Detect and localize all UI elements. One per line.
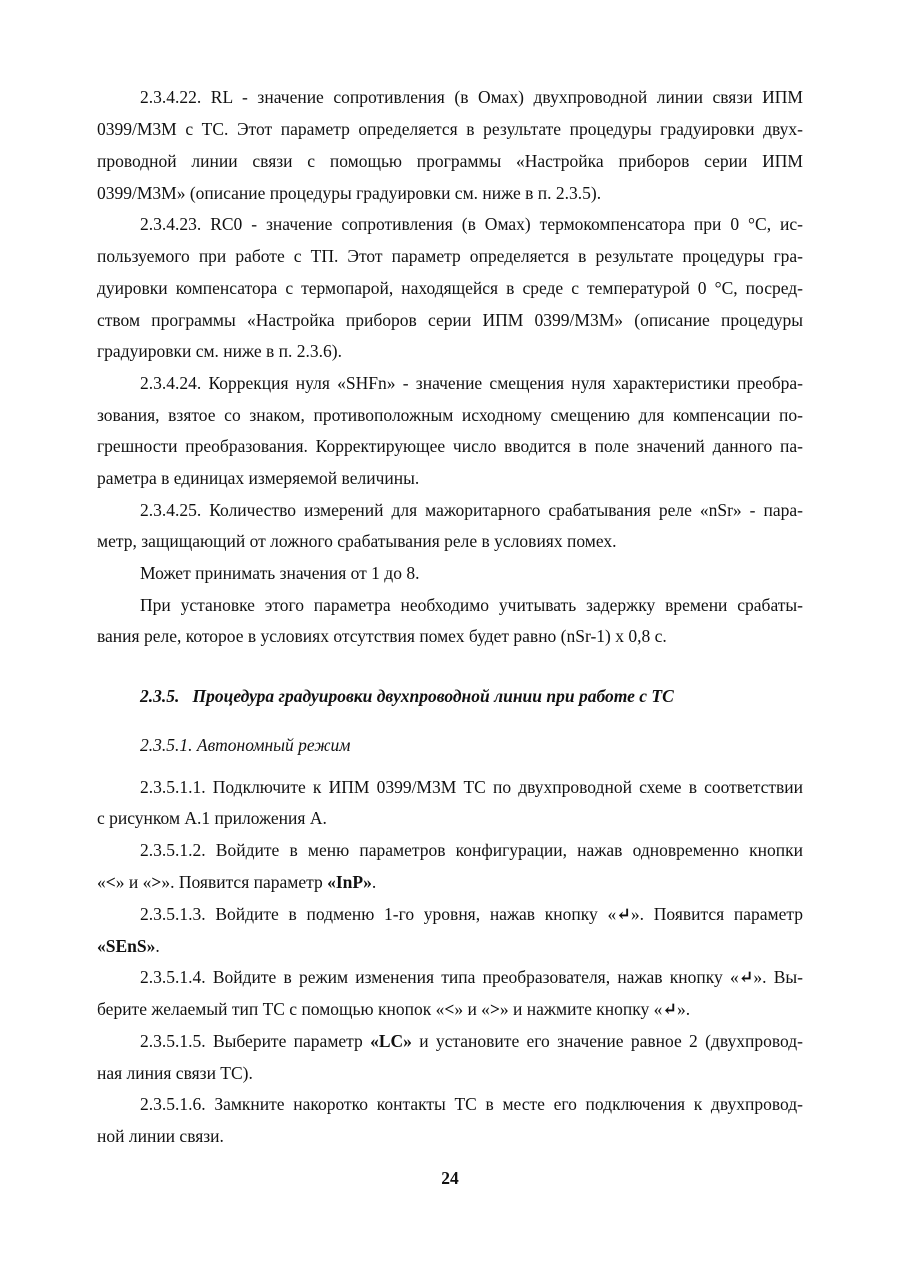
text-line: 2.3.4.23. RC0 - значение сопротивления (в Омах) термокомпенсатора при 0 °С, ис- (140, 214, 803, 234)
text-line: При установке этого параметра необходимо учитывать задержку времени срабаты- (140, 595, 803, 615)
enter-key-glyph: ↵ (662, 999, 678, 1019)
text-line: Может принимать значения от 1 до 8. (140, 563, 420, 583)
text-line: 0399/М3М» (описание процедуры градуировки см. ниже в п. 2.3.5). (97, 183, 602, 203)
text-line: 2.3.4.25. Количество измерений для мажоритарного срабатывания реле «nSr» - пара- (140, 500, 803, 520)
text-line: 0399/М3М с ТС. Этот параметр определяется в результате процедуры градуировки двух- (97, 119, 803, 139)
text-line: 2.3.5.1.6. Замкните накоротко контакты ТС в месте его подключения к двухпровод- (140, 1094, 803, 1114)
param-inp: «InP» (327, 872, 372, 892)
text-line: раметра в единицах измеряемой величины. (97, 468, 420, 488)
text-line: пользуемого при работе с ТП. Этот параметр определяется в результате процедуры гра- (97, 246, 803, 266)
text-line: грешности преобразования. Корректирующее число вводится в поле значений данного па- (97, 436, 803, 456)
text-line: 2.3.4.22. RL - значение сопротивления (в Омах) двухпроводной линии связи ИПМ (140, 87, 803, 107)
param-sens: «SEnS» (97, 936, 156, 956)
param-lc: «LC» (370, 1031, 412, 1051)
text-line: метр, защищающий от ложного срабатывания реле в условиях помех. (97, 531, 617, 551)
text-line: берите желаемый тип ТС с помощью кнопок «<» и «>» и нажмите кнопку «↵». (97, 999, 691, 1019)
text-line: зования, взятое со знаком, противоположным исходному смещению для компенсации по- (97, 405, 803, 425)
text-line: вания реле, которое в условиях отсутствия помех будет равно (nSr-1) х 0,8 с. (97, 626, 667, 646)
text-line: 2.3.5.1.5. Выберите параметр «LC» и установите его значение равное 2 (двухпровод- (140, 1031, 803, 1051)
text-line: проводной линии связи с помощью программы «Настройка приборов серии ИПМ (97, 151, 803, 171)
right-key-glyph: > (489, 999, 500, 1019)
text-line: дуировки компенсатора с термопарой, находящейся в среде с температурой 0 °С, посред- (97, 278, 803, 298)
text-line: 2.3.5.1.4. Войдите в режим изменения типа преобразователя, нажав кнопку «↵». Вы- (140, 967, 803, 987)
text-line: ством программы «Настройка приборов серии ИПМ 0399/М3М» (описание процедуры (97, 310, 803, 330)
enter-key-glyph: ↵ (616, 904, 631, 924)
text-line: 2.3.5.1.1. Подключите к ИПМ 0399/М3М ТС по двухпроводной схеме в соответствии (140, 777, 803, 797)
text-line: с рисунком А.1 приложения А. (97, 808, 327, 828)
subsection-heading: 2.3.5.1. Автономный режим (140, 735, 351, 755)
text-line: ной линии связи. (97, 1126, 224, 1146)
text-line: ная линия связи ТС). (97, 1063, 253, 1083)
left-key-glyph: < (444, 999, 455, 1019)
page-number: 24 (441, 1168, 459, 1188)
right-key-glyph: > (151, 872, 162, 892)
text-line: 2.3.4.24. Коррекция нуля «SHFn» - значение смещения нуля характеристики преобра- (140, 373, 803, 393)
text-line: «<» и «>». Появится параметр «InP». (97, 872, 377, 892)
text-line: «SEnS». (97, 936, 160, 956)
left-key-glyph: < (105, 872, 116, 892)
text-line: градуировки см. ниже в п. 2.3.6). (97, 341, 342, 361)
text-line: 2.3.5.1.2. Войдите в меню параметров конфигурации, нажав одновременно кнопки (140, 840, 803, 860)
enter-key-glyph: ↵ (738, 967, 754, 987)
text-line: 2.3.5.1.3. Войдите в подменю 1-го уровня, нажав кнопку «↵». Появится параметр (140, 904, 803, 924)
section-heading: 2.3.5. Процедура градуировки двухпроводной линии при работе с ТС (140, 686, 674, 706)
